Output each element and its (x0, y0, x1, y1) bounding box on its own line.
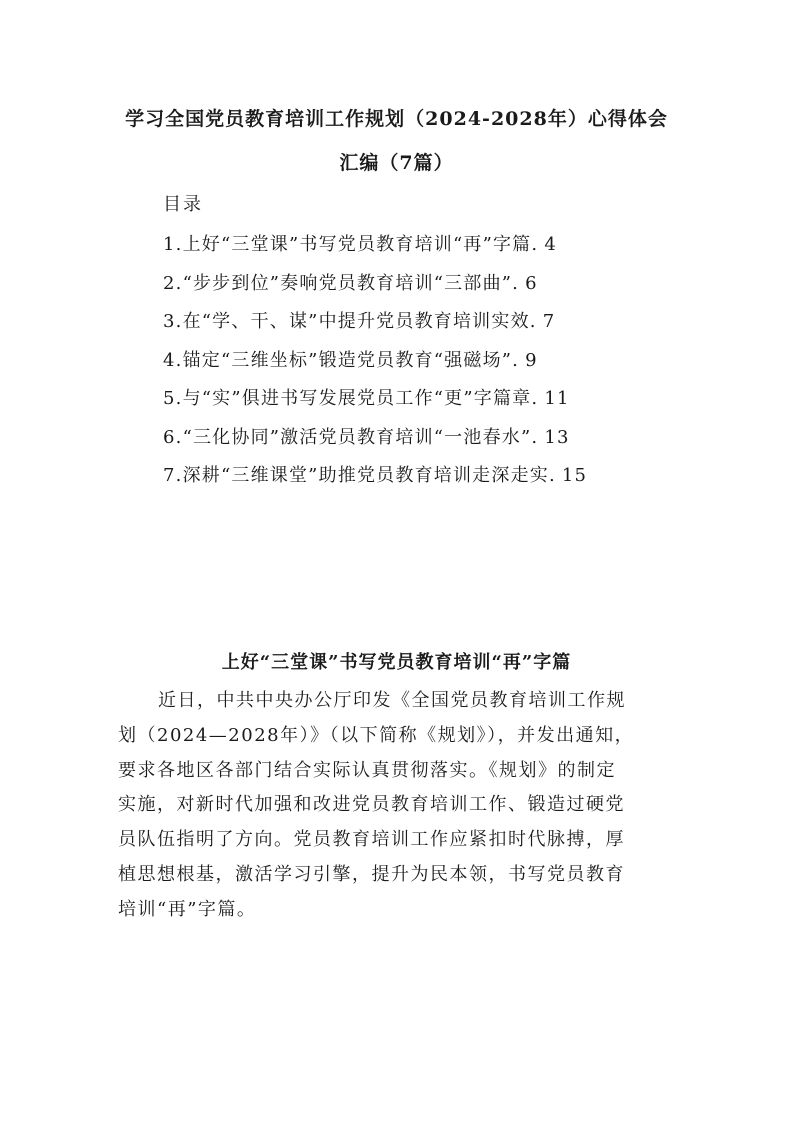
paragraph-line: 要求各地区各部门结合实际认真贯彻落实。《规划》的制定 (118, 759, 616, 781)
toc-item-text: 1.上好“三堂课”书写党员教育培训“再”字篇. (163, 234, 539, 255)
toc-item[interactable] (163, 271, 587, 310)
document-title-line-1: 学习全国党员教育培训工作规划（2024-2028年）心得体会 (125, 108, 668, 130)
toc-item[interactable] (163, 386, 587, 425)
toc-item-text: 6.“三化协同”激活党员教育培训“一池春水”. (163, 426, 539, 448)
toc-item[interactable] (163, 348, 587, 387)
paragraph-line: 划（2024—2028年）》（以下简称《规划》），并发出通知， (118, 724, 635, 746)
toc-item[interactable] (163, 309, 587, 348)
paragraph-line: 植思想根基，激活学习引擎，提升为民本领，书写党员教育 (118, 863, 625, 885)
toc-item-text: 5.与“实”俱进书写发展党员工作“更”字篇章. (163, 388, 539, 409)
paragraph-line: 员队伍指明了方向。党员教育培训工作应紧扣时代脉搏，厚 (118, 829, 625, 851)
toc-item-page: 6 (525, 272, 538, 294)
toc-item-text: 4.锚定“三维坐标”锻造党员教育“强磁场”. (163, 349, 520, 371)
body-paragraph (118, 684, 676, 928)
toc-item[interactable] (163, 463, 587, 502)
section-title: 上好“三堂课”书写党员教育培训“再”字篇 (221, 652, 572, 673)
toc-item-page: 4 (544, 234, 557, 255)
toc-item-page: 11 (544, 388, 570, 409)
toc-item[interactable] (163, 425, 587, 464)
toc-item-text: 3.在“学、干、谋”中提升党员教育培训实效. (163, 311, 537, 332)
toc-item[interactable] (163, 232, 587, 271)
toc-item-text: 2.“步步到位”奏响党员教育培训“三部曲”. (163, 272, 520, 294)
toc-heading: 目录 (163, 194, 203, 215)
toc-item-page: 15 (561, 465, 588, 486)
toc-item-page: 13 (544, 426, 570, 448)
toc-item-text: 7.深耕“三维课堂”助推党员教育培训走深走实. (163, 465, 556, 486)
paragraph-line: 培训“再”字篇。 (118, 898, 257, 920)
paragraph-line: 近日，中共中央办公厅印发《全国党员教育培训工作规 (158, 690, 626, 711)
paragraph-line: 实施，对新时代加强和改进党员教育培训工作、锻造过硬党 (118, 794, 625, 816)
table-of-contents (163, 232, 587, 502)
document-title-line-2: 汇编（7篇） (339, 152, 454, 174)
toc-item-page: 7 (542, 311, 556, 332)
toc-item-page: 9 (525, 349, 538, 371)
